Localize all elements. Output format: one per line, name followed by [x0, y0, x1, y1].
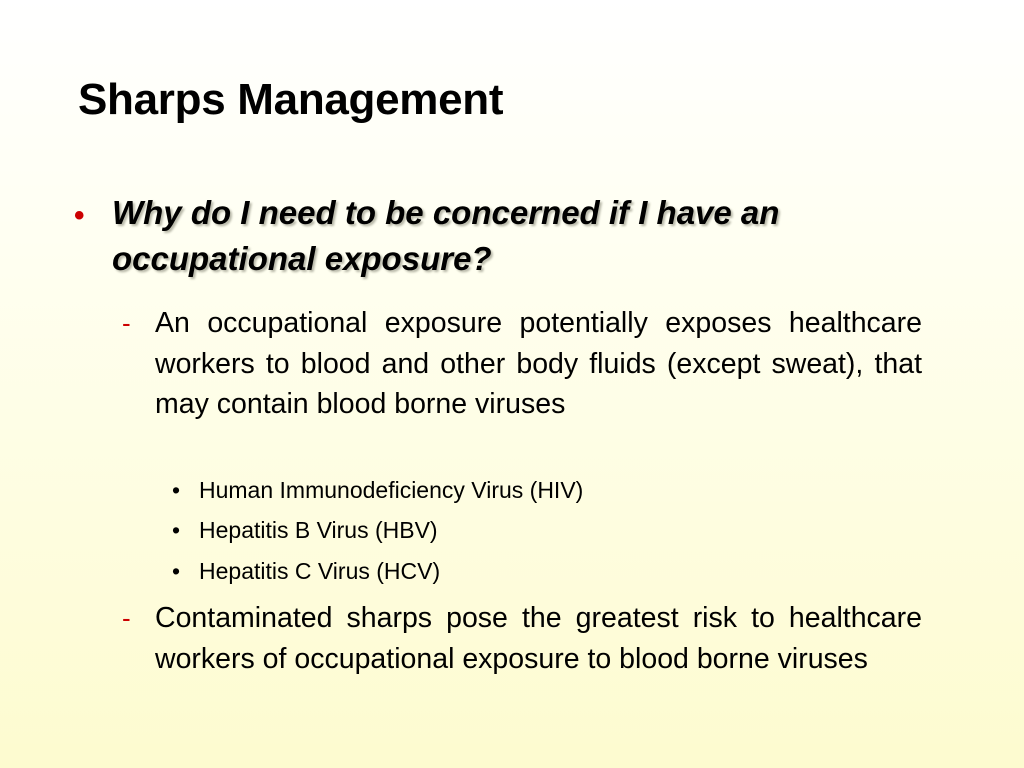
bullet-marker: • [172, 558, 181, 584]
virus-item-text: Hepatitis C Virus (HCV) [199, 558, 441, 584]
slide-title: Sharps Management [78, 75, 504, 124]
virus-item-hiv [172, 475, 872, 505]
main-question-text: Why do I need to be concerned if I have an occupational exposure? [112, 194, 780, 277]
bullet-marker: • [172, 517, 181, 543]
virus-item-text: Hepatitis B Virus (HBV) [199, 517, 438, 543]
sub-point-text: An occupational exposure potentially exposes healthcare workers to blood and other body fluids (except sweat), that may contain blood borne viruses [155, 307, 922, 420]
main-question-bullet [74, 190, 924, 282]
dash-marker: - [122, 603, 131, 633]
bullet-marker: • [172, 477, 181, 503]
virus-item-hcv [172, 556, 872, 586]
virus-item-text: Human Immunodeficiency Virus (HIV) [199, 477, 584, 503]
virus-item-hbv [172, 515, 872, 545]
sub-point-text: Contaminated sharps pose the greatest risk to healthcare workers of occupational exposure to blood borne viruses [155, 602, 922, 675]
bullet-marker: • [74, 199, 85, 232]
sub-point-sharps-risk [122, 598, 922, 679]
sub-point-exposure [122, 303, 922, 425]
dash-marker: - [122, 308, 131, 338]
